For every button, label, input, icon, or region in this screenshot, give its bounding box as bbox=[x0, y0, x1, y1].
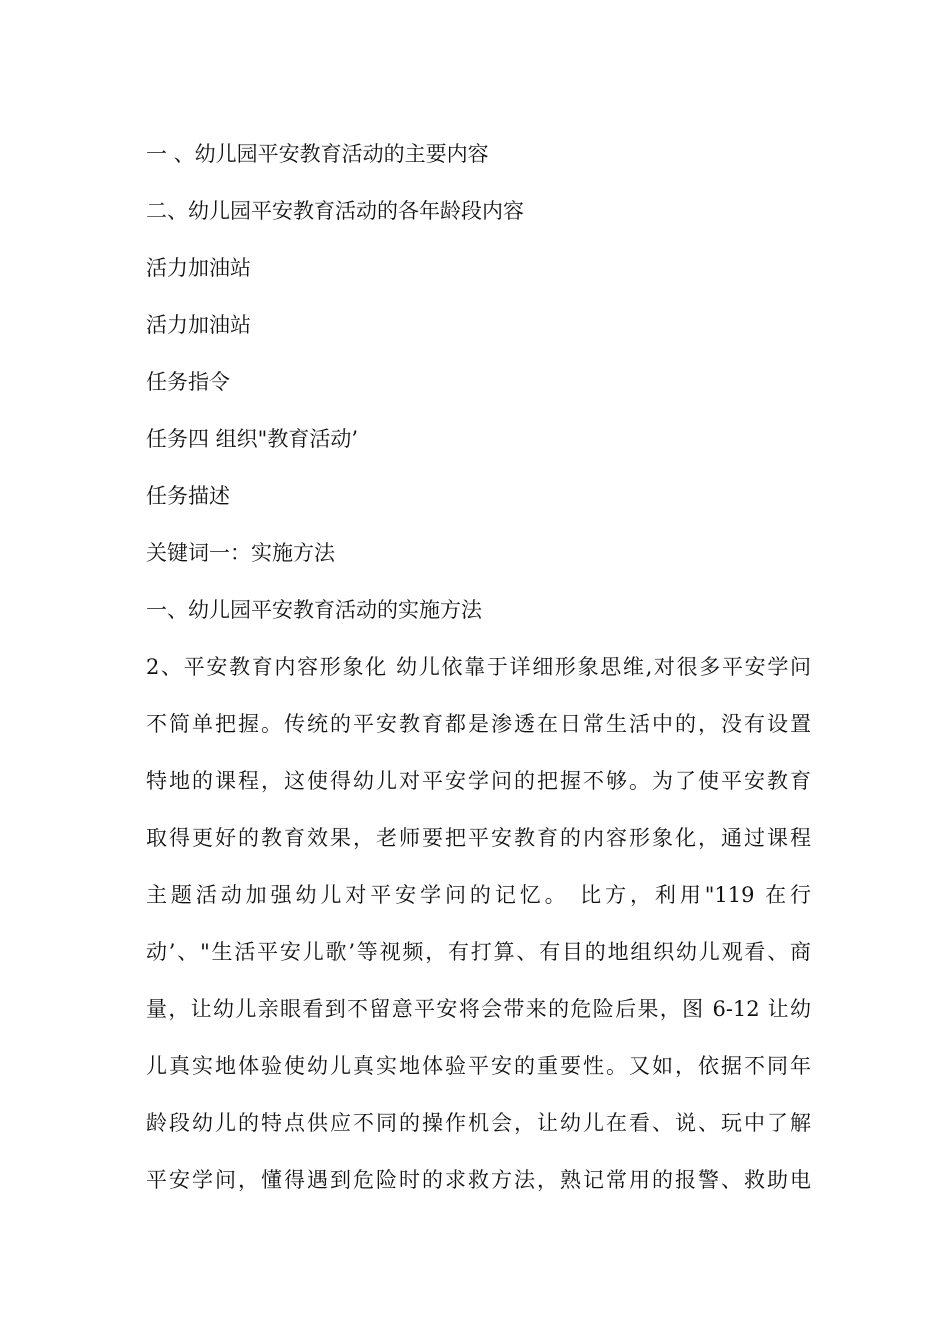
paragraph-line: 取得更好的教育效果，老师要把平安教育的内容形象化，通过课程 bbox=[146, 826, 811, 850]
paragraph-line: 龄段幼儿的特点供应不同的操作机会，让幼儿在看、说、玩中了解 bbox=[146, 1111, 811, 1135]
paragraph-line: 2、平安教育内容形象化 幼儿依靠于详细形象思维,对很多平安学问 bbox=[146, 655, 811, 679]
heading-main-content: 一 、幼儿园平安教育活动的主要内容 bbox=[146, 142, 489, 166]
heading-task-four: 任务四 组织"教育活动’ bbox=[146, 427, 359, 451]
paragraph-line: 特地的课程，这使得幼儿对平安学问的把握不够。为了使平安教育 bbox=[146, 769, 811, 793]
paragraph-line: 量，让幼儿亲眼看到不留意平安将会带来的危险后果，图 6-12 让幼 bbox=[146, 997, 811, 1021]
paragraph-line: 儿真实地体验使幼儿真实地体验平安的重要性。又如，依据不同年 bbox=[146, 1054, 811, 1078]
paragraph-line: 动’、"生活平安儿歌’等视频，有打算、有目的地组织幼儿观看、商 bbox=[146, 940, 811, 964]
paragraph-line: 不简单把握。传统的平安教育都是渗透在日常生活中的，没有设置 bbox=[146, 712, 811, 736]
document-body bbox=[146, 126, 811, 1209]
body-paragraph bbox=[146, 639, 811, 1209]
heading-task-description: 任务描述 bbox=[146, 484, 230, 508]
heading-energy-station-2: 活力加油站 bbox=[146, 313, 251, 337]
heading-energy-station-1: 活力加油站 bbox=[146, 256, 251, 280]
heading-implementation-method: 一、幼儿园平安教育活动的实施方法 bbox=[146, 598, 482, 622]
heading-keyword: 关键词一：实施方法 bbox=[146, 541, 335, 565]
paragraph-line: 主题活动加强幼儿对平安学问的记忆。 比方，利用"119 在行 bbox=[146, 883, 811, 907]
paragraph-line: 平安学问，懂得遇到危险时的求救方法，熟记常用的报警、救助电 bbox=[146, 1168, 811, 1192]
heading-age-content: 二、幼儿园平安教育活动的各年龄段内容 bbox=[146, 199, 524, 223]
heading-task-instruction: 任务指令 bbox=[146, 370, 230, 394]
